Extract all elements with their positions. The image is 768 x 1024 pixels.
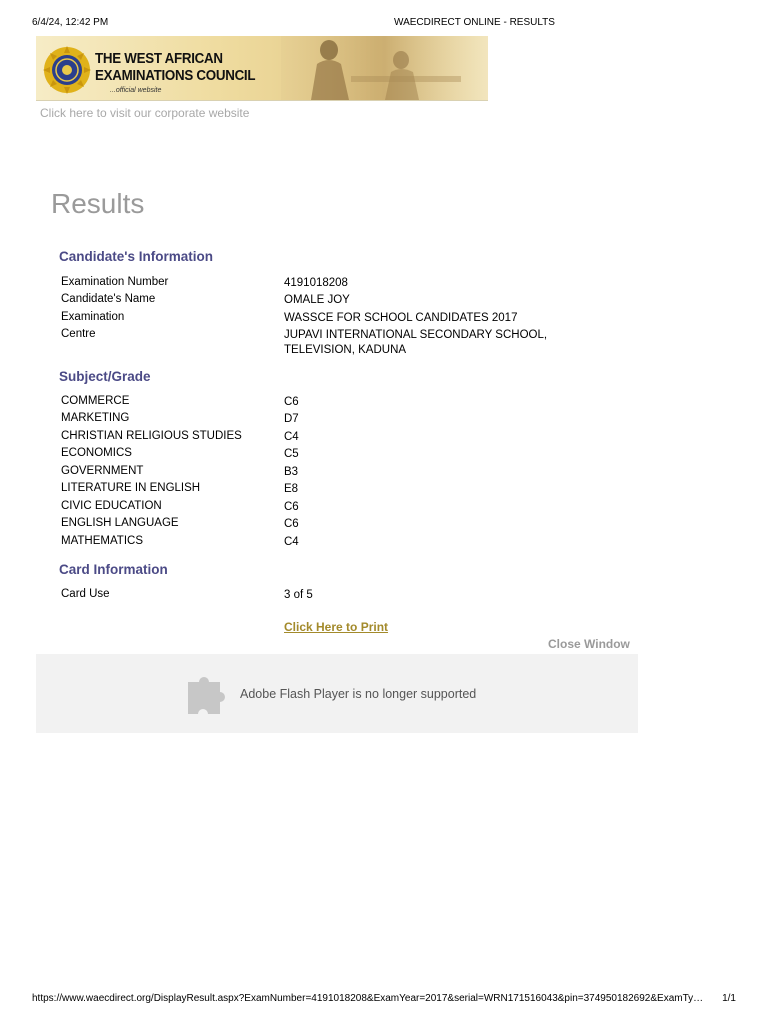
org-name-line-1: THE WEST AFRICAN <box>95 51 223 67</box>
info-label: Examination Number <box>61 276 169 288</box>
info-label: Centre <box>61 328 96 340</box>
subject-grade: C6 <box>284 501 299 513</box>
info-value: JUPAVI INTERNATIONAL SECONDARY SCHOOL, TELEVISION, KADUNA <box>284 329 548 356</box>
flash-unsupported-message: Adobe Flash Player is no longer supported <box>240 687 477 701</box>
subject-grade: D7 <box>284 413 299 425</box>
organization-name <box>95 51 255 85</box>
info-value: WASSCE FOR SCHOOL CANDIDATES 2017 <box>284 312 518 324</box>
page-count: 1/1 <box>722 993 736 1004</box>
subject-grade: C6 <box>284 396 299 408</box>
subject-name: MATHEMATICS <box>61 535 143 547</box>
subject-grade: B3 <box>284 466 299 478</box>
print-url: https://www.waecdirect.org/DisplayResult.aspx?ExamNumber=4191018208&ExamYear=2017&serial=WRN171516043&pin=374950182692&ExamTy… <box>32 993 704 1004</box>
subject-grade: C4 <box>284 536 299 548</box>
subject-name: GOVERNMENT <box>61 465 144 477</box>
subject-name: CIVIC EDUCATION <box>61 500 162 512</box>
subject-name: COMMERCE <box>61 395 130 407</box>
info-value: OMALE JOY <box>284 294 350 306</box>
subject-grade: C6 <box>284 518 299 530</box>
subject-name: MARKETING <box>61 412 130 424</box>
subject-name: CHRISTIAN RELIGIOUS STUDIES <box>61 430 242 442</box>
subject-name: ENGLISH LANGUAGE <box>61 517 179 529</box>
waec-banner <box>36 36 488 101</box>
print-datetime: 6/4/24, 12:42 PM <box>32 17 109 28</box>
subject-name: ECONOMICS <box>61 447 132 459</box>
subject-grade: C4 <box>284 431 299 443</box>
print-footer <box>32 993 736 1007</box>
banner-tagline: ...official website <box>110 87 162 94</box>
waec-seal-logo <box>42 45 92 95</box>
banner-students-photo <box>281 36 488 100</box>
info-label: Examination <box>61 311 125 323</box>
print-button[interactable]: Click Here to Print <box>284 620 389 634</box>
card-info-heading: Card Information <box>59 562 168 577</box>
subject-grade: C5 <box>284 448 299 460</box>
print-header <box>32 17 736 31</box>
page-title: Results <box>51 188 145 219</box>
info-label: Candidate's Name <box>61 293 156 305</box>
close-window-button[interactable]: Close Window <box>548 637 630 651</box>
subject-grade: E8 <box>284 483 299 495</box>
print-page-title: WAECDIRECT ONLINE - RESULTS <box>394 17 555 28</box>
candidate-info-heading: Candidate's Information <box>59 249 213 264</box>
subject-name: LITERATURE IN ENGLISH <box>61 482 201 494</box>
info-value: 4191018208 <box>284 277 348 289</box>
puzzle-piece-icon <box>184 670 228 716</box>
card-use-value: 3 of 5 <box>284 589 313 601</box>
card-use-label: Card Use <box>61 588 110 600</box>
corporate-website-link[interactable]: Click here to visit our corporate website <box>40 106 250 120</box>
subject-grade-heading: Subject/Grade <box>59 369 151 384</box>
org-name-line-2: EXAMINATIONS COUNCIL <box>95 68 256 84</box>
flash-plugin-placeholder <box>36 654 638 733</box>
